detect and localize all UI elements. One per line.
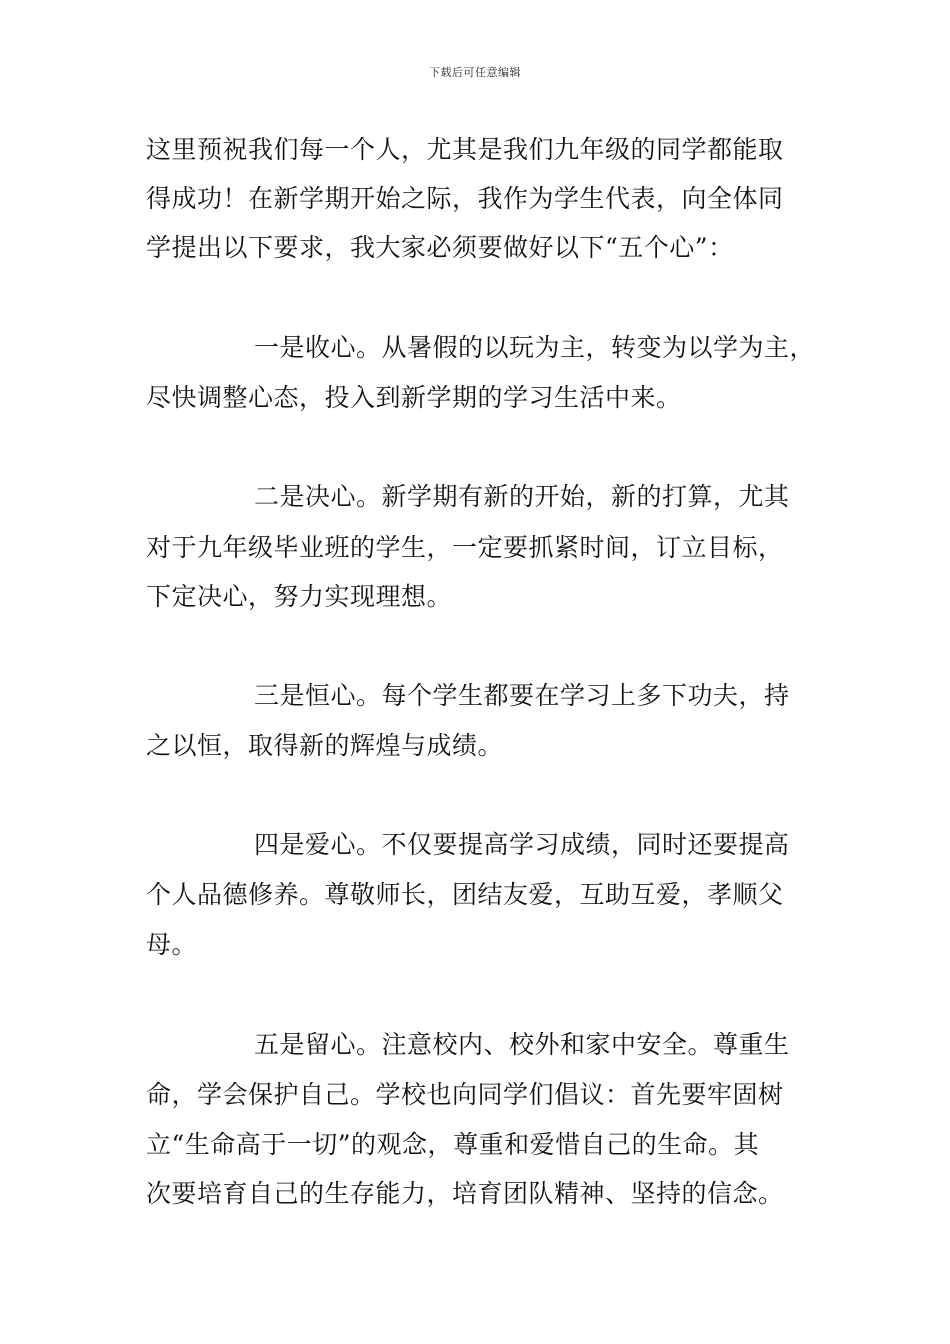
- paragraph-line: 学提出以下要求，我大家必须要做好以下“五个心”：: [146, 233, 734, 262]
- paragraph-line: 个人品德修养。尊敬师长，团结友爱，互助互爱，孝顺父: [146, 880, 784, 909]
- paragraph-line: 三是恒心。每个学生都要在学习上多下功夫，持: [254, 681, 790, 710]
- paragraph-line: 二是决心。新学期有新的开始，新的打算，尤其: [254, 482, 790, 511]
- paragraph-line: 命，学会保护自己。学校也向同学们倡议：首先要牢固树: [146, 1080, 784, 1109]
- page-header: 下载后可任意编辑: [429, 66, 521, 79]
- paragraph-line: 母。: [146, 930, 198, 959]
- paragraph-line: 一是收心。从暑假的以玩为主，转变为以学为主，: [254, 333, 816, 362]
- paragraph-line: 五是留心。注意校内、校外和家中安全。尊重生: [254, 1030, 790, 1059]
- paragraph-line: 这里预祝我们每一个人，尤其是我们九年级的同学都能取: [146, 135, 784, 164]
- paragraph-line: 四是爱心。不仅要提高学习成绩，同时还要提高: [254, 830, 790, 859]
- paragraph-line: 对于九年级毕业班的学生，一定要抓紧时间，订立目标，: [146, 533, 784, 562]
- paragraph-line: 得成功！在新学期开始之际，我作为学生代表，向全体同: [146, 184, 784, 213]
- paragraph-line: 之以恒，取得新的辉煌与成绩。: [146, 731, 504, 760]
- paragraph-line: 次要培育自己的生存能力，培育团队精神、坚持的信念。: [146, 1179, 784, 1208]
- paragraph-line: 下定决心，努力实现理想。: [146, 582, 453, 611]
- paragraph-line: 尽快调整心态，投入到新学期的学习生活中来。: [146, 383, 682, 412]
- paragraph-line: 立“生命高于一切”的观念，尊重和爱惜自己的生命。其: [146, 1130, 760, 1159]
